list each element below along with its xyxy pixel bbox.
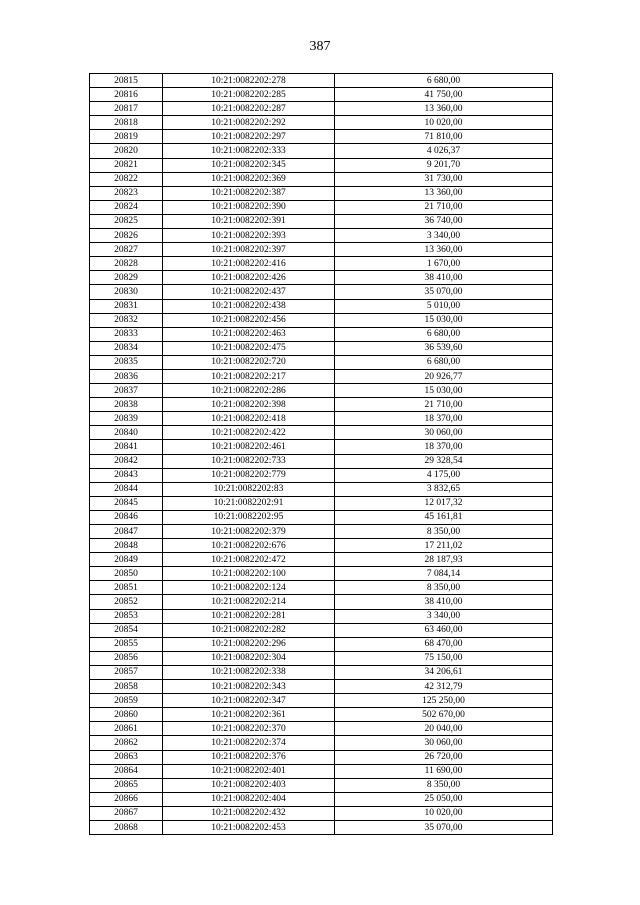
table-row — [90, 482, 553, 496]
table-row — [90, 539, 553, 553]
value-cell: 10 020,00 — [335, 806, 553, 820]
row-number-cell: 20867 — [90, 806, 163, 820]
value-cell: 35 070,00 — [335, 820, 553, 834]
table-row — [90, 567, 553, 581]
value-cell: 71 810,00 — [335, 130, 553, 144]
value-cell: 30 060,00 — [335, 736, 553, 750]
cadastral-number-cell: 10:21:0082202:422 — [163, 426, 335, 440]
cadastral-number-cell: 10:21:0082202:393 — [163, 229, 335, 243]
value-cell: 41 750,00 — [335, 88, 553, 102]
row-number-cell: 20844 — [90, 482, 163, 496]
value-cell: 35 070,00 — [335, 285, 553, 299]
table-row — [90, 581, 553, 595]
value-cell: 8 350,00 — [335, 581, 553, 595]
row-number-cell: 20849 — [90, 553, 163, 567]
row-number-cell: 20823 — [90, 186, 163, 200]
table-row — [90, 144, 553, 158]
table-row — [90, 510, 553, 524]
row-number-cell: 20865 — [90, 778, 163, 792]
cadastral-number-cell: 10:21:0082202:416 — [163, 257, 335, 271]
cadastral-number-cell: 10:21:0082202:287 — [163, 102, 335, 116]
cadastral-number-cell: 10:21:0082202:217 — [163, 369, 335, 383]
table-row — [90, 468, 553, 482]
cadastral-number-cell: 10:21:0082202:343 — [163, 680, 335, 694]
row-number-cell: 20868 — [90, 820, 163, 834]
value-cell: 4 175,00 — [335, 468, 553, 482]
cadastral-number-cell: 10:21:0082202:456 — [163, 313, 335, 327]
row-number-cell: 20843 — [90, 468, 163, 482]
row-number-cell: 20856 — [90, 651, 163, 665]
cadastral-number-cell: 10:21:0082202:437 — [163, 285, 335, 299]
cadastral-number-cell: 10:21:0082202:475 — [163, 341, 335, 355]
row-number-cell: 20817 — [90, 102, 163, 116]
row-number-cell: 20862 — [90, 736, 163, 750]
row-number-cell: 20830 — [90, 285, 163, 299]
table-row — [90, 285, 553, 299]
value-cell: 7 084,14 — [335, 567, 553, 581]
value-cell: 45 161,81 — [335, 510, 553, 524]
cadastral-number-cell: 10:21:0082202:379 — [163, 525, 335, 539]
cadastral-number-cell: 10:21:0082202:286 — [163, 384, 335, 398]
value-cell: 6 680,00 — [335, 74, 553, 88]
cadastral-number-cell: 10:21:0082202:124 — [163, 581, 335, 595]
row-number-cell: 20850 — [90, 567, 163, 581]
table-row — [90, 257, 553, 271]
table-row — [90, 440, 553, 454]
table-row — [90, 102, 553, 116]
value-cell: 3 832,65 — [335, 482, 553, 496]
value-cell: 13 360,00 — [335, 243, 553, 257]
cadastral-number-cell: 10:21:0082202:374 — [163, 736, 335, 750]
row-number-cell: 20819 — [90, 130, 163, 144]
cadastral-number-cell: 10:21:0082202:304 — [163, 651, 335, 665]
value-cell: 8 350,00 — [335, 778, 553, 792]
table-row — [90, 130, 553, 144]
row-number-cell: 20859 — [90, 694, 163, 708]
value-cell: 9 201,70 — [335, 158, 553, 172]
value-cell: 15 030,00 — [335, 384, 553, 398]
row-number-cell: 20857 — [90, 665, 163, 679]
row-number-cell: 20833 — [90, 327, 163, 341]
row-number-cell: 20848 — [90, 539, 163, 553]
value-cell: 21 710,00 — [335, 398, 553, 412]
table-row — [90, 651, 553, 665]
cadastral-number-cell: 10:21:0082202:347 — [163, 694, 335, 708]
cadastral-number-cell: 10:21:0082202:281 — [163, 609, 335, 623]
cadastral-number-cell: 10:21:0082202:297 — [163, 130, 335, 144]
table-row — [90, 200, 553, 214]
row-number-cell: 20866 — [90, 792, 163, 806]
value-cell: 6 680,00 — [335, 355, 553, 369]
cadastral-number-cell: 10:21:0082202:387 — [163, 186, 335, 200]
table-row — [90, 214, 553, 228]
table-row — [90, 384, 553, 398]
value-cell: 38 410,00 — [335, 271, 553, 285]
cadastral-number-cell: 10:21:0082202:398 — [163, 398, 335, 412]
row-number-cell: 20846 — [90, 510, 163, 524]
value-cell: 20 040,00 — [335, 722, 553, 736]
table-row — [90, 412, 553, 426]
value-cell: 63 460,00 — [335, 623, 553, 637]
table-row — [90, 623, 553, 637]
row-number-cell: 20841 — [90, 440, 163, 454]
row-number-cell: 20836 — [90, 369, 163, 383]
row-number-cell: 20838 — [90, 398, 163, 412]
value-cell: 75 150,00 — [335, 651, 553, 665]
cadastral-number-cell: 10:21:0082202:733 — [163, 454, 335, 468]
cadastral-number-cell: 10:21:0082202:461 — [163, 440, 335, 454]
value-cell: 42 312,79 — [335, 680, 553, 694]
table-row — [90, 525, 553, 539]
value-cell: 29 328,54 — [335, 454, 553, 468]
table-row — [90, 792, 553, 806]
value-cell: 13 360,00 — [335, 102, 553, 116]
value-cell: 30 060,00 — [335, 426, 553, 440]
value-cell: 36 539,60 — [335, 341, 553, 355]
cadastral-number-cell: 10:21:0082202:361 — [163, 708, 335, 722]
table-row — [90, 806, 553, 820]
row-number-cell: 20861 — [90, 722, 163, 736]
table-row — [90, 665, 553, 679]
value-cell: 502 670,00 — [335, 708, 553, 722]
cadastral-number-cell: 10:21:0082202:91 — [163, 496, 335, 510]
cadastral-number-cell: 10:21:0082202:369 — [163, 172, 335, 186]
table-row — [90, 172, 553, 186]
cadastral-number-cell: 10:21:0082202:296 — [163, 637, 335, 651]
row-number-cell: 20863 — [90, 750, 163, 764]
row-number-cell: 20826 — [90, 229, 163, 243]
table-row — [90, 369, 553, 383]
cadastral-number-cell: 10:21:0082202:292 — [163, 116, 335, 130]
value-cell: 21 710,00 — [335, 200, 553, 214]
row-number-cell: 20820 — [90, 144, 163, 158]
row-number-cell: 20860 — [90, 708, 163, 722]
row-number-cell: 20824 — [90, 200, 163, 214]
row-number-cell: 20851 — [90, 581, 163, 595]
cadastral-number-cell: 10:21:0082202:391 — [163, 214, 335, 228]
cadastral-number-cell: 10:21:0082202:404 — [163, 792, 335, 806]
cadastral-number-cell: 10:21:0082202:333 — [163, 144, 335, 158]
table-row — [90, 229, 553, 243]
value-cell: 3 340,00 — [335, 609, 553, 623]
row-number-cell: 20839 — [90, 412, 163, 426]
cadastral-number-cell: 10:21:0082202:95 — [163, 510, 335, 524]
row-number-cell: 20821 — [90, 158, 163, 172]
value-cell: 125 250,00 — [335, 694, 553, 708]
value-cell: 36 740,00 — [335, 214, 553, 228]
table-row — [90, 496, 553, 510]
value-cell: 8 350,00 — [335, 525, 553, 539]
table-row — [90, 778, 553, 792]
table-row — [90, 355, 553, 369]
page-number: 387 — [309, 39, 331, 54]
row-number-cell: 20845 — [90, 496, 163, 510]
registry-table-body — [90, 74, 553, 835]
value-cell: 6 680,00 — [335, 327, 553, 341]
value-cell: 12 017,32 — [335, 496, 553, 510]
cadastral-number-cell: 10:21:0082202:426 — [163, 271, 335, 285]
row-number-cell: 20847 — [90, 525, 163, 539]
row-number-cell: 20829 — [90, 271, 163, 285]
value-cell: 10 020,00 — [335, 116, 553, 130]
cadastral-number-cell: 10:21:0082202:432 — [163, 806, 335, 820]
row-number-cell: 20831 — [90, 299, 163, 313]
value-cell: 1 670,00 — [335, 257, 553, 271]
table-row — [90, 694, 553, 708]
table-row — [90, 313, 553, 327]
table-row — [90, 74, 553, 88]
value-cell: 17 211,02 — [335, 539, 553, 553]
table-row — [90, 116, 553, 130]
value-cell: 31 730,00 — [335, 172, 553, 186]
value-cell: 34 206,61 — [335, 665, 553, 679]
row-number-cell: 20835 — [90, 355, 163, 369]
cadastral-number-cell: 10:21:0082202:403 — [163, 778, 335, 792]
table-row — [90, 341, 553, 355]
table-row — [90, 327, 553, 341]
cadastral-number-cell: 10:21:0082202:438 — [163, 299, 335, 313]
table-row — [90, 750, 553, 764]
table-row — [90, 88, 553, 102]
row-number-cell: 20832 — [90, 313, 163, 327]
cadastral-number-cell: 10:21:0082202:285 — [163, 88, 335, 102]
cadastral-number-cell: 10:21:0082202:370 — [163, 722, 335, 736]
cadastral-number-cell: 10:21:0082202:83 — [163, 482, 335, 496]
row-number-cell: 20818 — [90, 116, 163, 130]
value-cell: 68 470,00 — [335, 637, 553, 651]
value-cell: 26 720,00 — [335, 750, 553, 764]
table-row — [90, 595, 553, 609]
cadastral-number-cell: 10:21:0082202:397 — [163, 243, 335, 257]
row-number-cell: 20854 — [90, 623, 163, 637]
cadastral-number-cell: 10:21:0082202:345 — [163, 158, 335, 172]
cadastral-number-cell: 10:21:0082202:338 — [163, 665, 335, 679]
table-row — [90, 764, 553, 778]
row-number-cell: 20855 — [90, 637, 163, 651]
row-number-cell: 20858 — [90, 680, 163, 694]
table-row — [90, 553, 553, 567]
value-cell: 11 690,00 — [335, 764, 553, 778]
row-number-cell: 20840 — [90, 426, 163, 440]
cadastral-number-cell: 10:21:0082202:472 — [163, 553, 335, 567]
cadastral-number-cell: 10:21:0082202:390 — [163, 200, 335, 214]
row-number-cell: 20853 — [90, 609, 163, 623]
table-row — [90, 820, 553, 834]
row-number-cell: 20834 — [90, 341, 163, 355]
cadastral-number-cell: 10:21:0082202:376 — [163, 750, 335, 764]
cadastral-number-cell: 10:21:0082202:463 — [163, 327, 335, 341]
table-row — [90, 243, 553, 257]
value-cell: 18 370,00 — [335, 412, 553, 426]
value-cell: 4 026,37 — [335, 144, 553, 158]
value-cell: 38 410,00 — [335, 595, 553, 609]
value-cell: 15 030,00 — [335, 313, 553, 327]
table-row — [90, 708, 553, 722]
cadastral-number-cell: 10:21:0082202:100 — [163, 567, 335, 581]
table-row — [90, 454, 553, 468]
cadastral-number-cell: 10:21:0082202:401 — [163, 764, 335, 778]
cadastral-number-cell: 10:21:0082202:278 — [163, 74, 335, 88]
row-number-cell: 20837 — [90, 384, 163, 398]
value-cell: 3 340,00 — [335, 229, 553, 243]
table-row — [90, 637, 553, 651]
value-cell: 20 926,77 — [335, 369, 553, 383]
table-row — [90, 722, 553, 736]
table-row — [90, 609, 553, 623]
row-number-cell: 20828 — [90, 257, 163, 271]
row-number-cell: 20825 — [90, 214, 163, 228]
cadastral-number-cell: 10:21:0082202:676 — [163, 539, 335, 553]
value-cell: 13 360,00 — [335, 186, 553, 200]
row-number-cell: 20842 — [90, 454, 163, 468]
cadastral-number-cell: 10:21:0082202:779 — [163, 468, 335, 482]
row-number-cell: 20815 — [90, 74, 163, 88]
table-row — [90, 398, 553, 412]
table-row — [90, 186, 553, 200]
value-cell: 18 370,00 — [335, 440, 553, 454]
cadastral-number-cell: 10:21:0082202:720 — [163, 355, 335, 369]
table-row — [90, 299, 553, 313]
table-row — [90, 736, 553, 750]
table-row — [90, 158, 553, 172]
cadastral-number-cell: 10:21:0082202:282 — [163, 623, 335, 637]
cadastral-number-cell: 10:21:0082202:453 — [163, 820, 335, 834]
table-row — [90, 680, 553, 694]
table-row — [90, 271, 553, 285]
row-number-cell: 20864 — [90, 764, 163, 778]
table-row — [90, 426, 553, 440]
row-number-cell: 20816 — [90, 88, 163, 102]
value-cell: 5 010,00 — [335, 299, 553, 313]
row-number-cell: 20852 — [90, 595, 163, 609]
value-cell: 25 050,00 — [335, 792, 553, 806]
value-cell: 28 187,93 — [335, 553, 553, 567]
row-number-cell: 20827 — [90, 243, 163, 257]
cadastral-number-cell: 10:21:0082202:418 — [163, 412, 335, 426]
cadastral-number-cell: 10:21:0082202:214 — [163, 595, 335, 609]
registry-table — [89, 73, 553, 835]
row-number-cell: 20822 — [90, 172, 163, 186]
